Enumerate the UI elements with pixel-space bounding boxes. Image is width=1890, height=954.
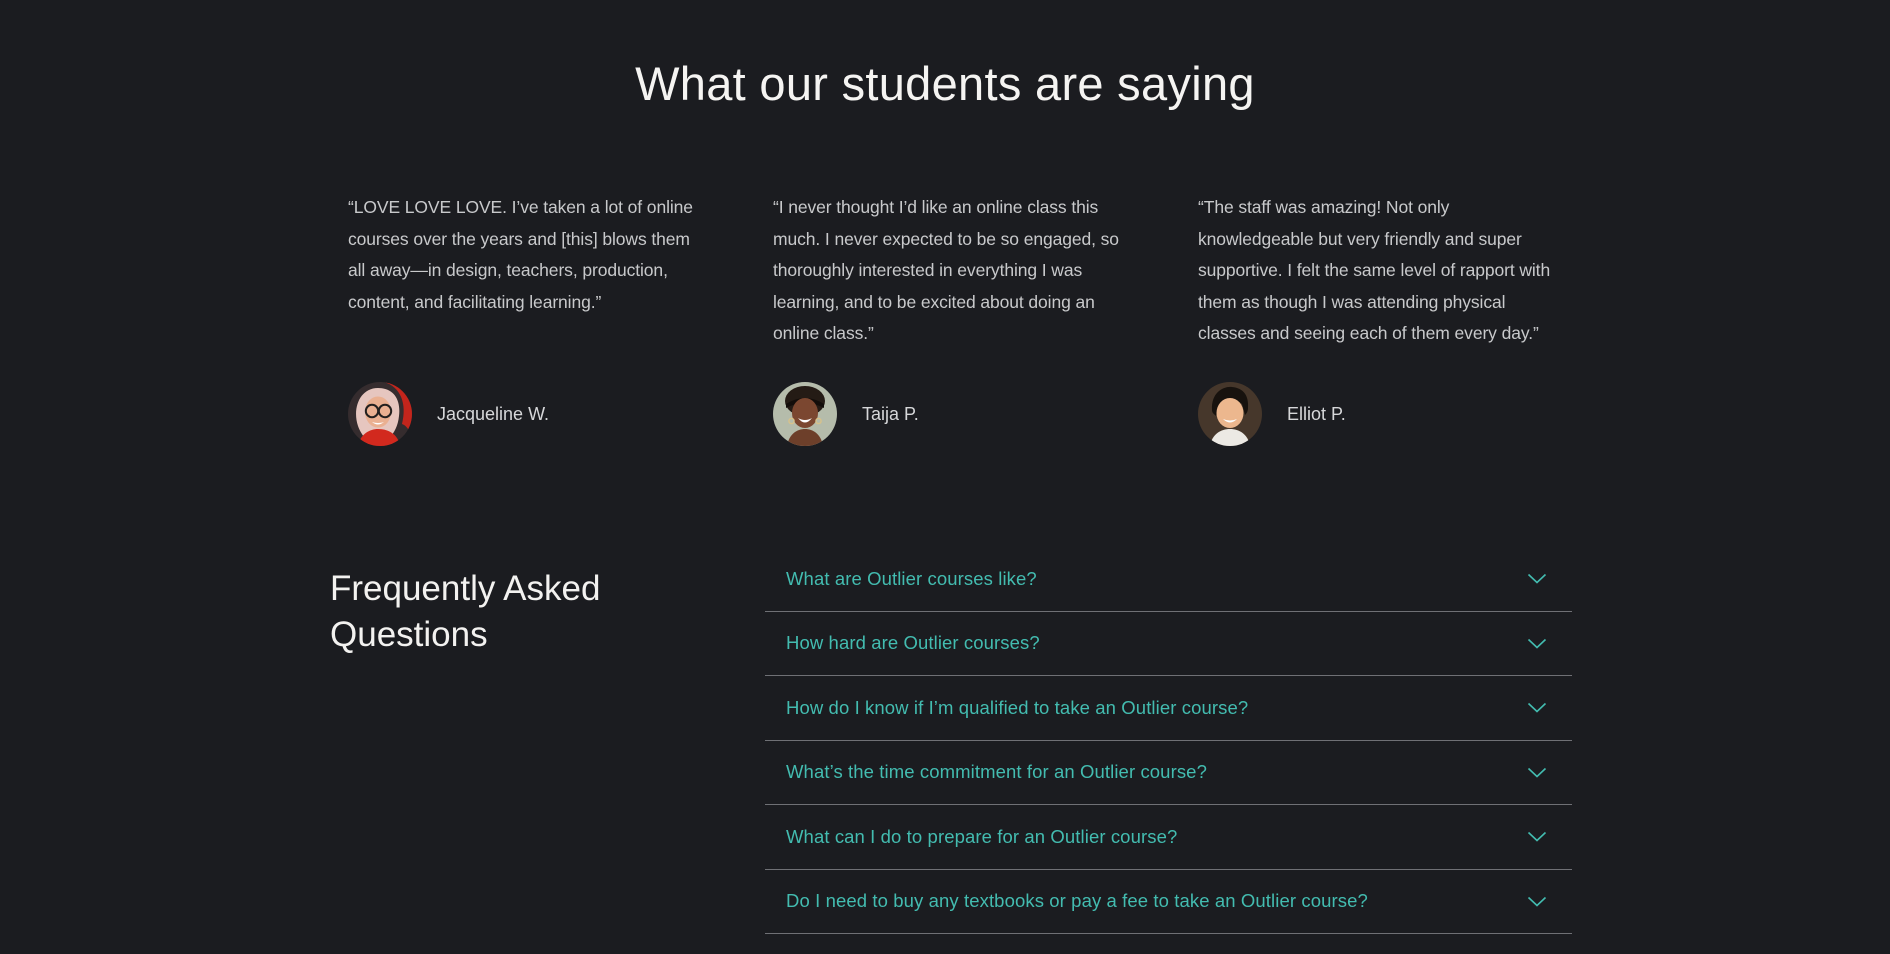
faq-item-textbooks-fee[interactable]: [765, 870, 1572, 935]
faq-question-label: What are Outlier courses like?: [786, 567, 1037, 589]
faq-question-label: How hard are Outlier courses?: [786, 632, 1040, 654]
chevron-down-icon: [1527, 767, 1547, 778]
testimonials-heading: What our students are saying: [635, 57, 1255, 110]
faq-list: [765, 547, 1572, 934]
chevron-down-icon: [1527, 702, 1547, 713]
testimonials-row: [348, 192, 1558, 462]
testimonial-author: [348, 382, 549, 446]
testimonial-author-name: Elliot P.: [1287, 403, 1346, 424]
testimonial-card: [1198, 192, 1558, 462]
testimonial-card: [773, 192, 1133, 462]
testimonial-author-name: Jacqueline W.: [437, 403, 550, 424]
testimonial-author: [773, 382, 919, 446]
faq-item-what-are-courses-like[interactable]: [765, 547, 1572, 612]
faq-question-label: What can I do to prepare for an Outlier course?: [786, 825, 1178, 847]
chevron-down-icon: [1527, 638, 1547, 649]
faq-item-qualified[interactable]: [765, 676, 1572, 741]
testimonial-quote: “The staff was amazing! Not only knowledgeable but very friendly and super supportive. I felt the same level of rapport with them as though I was attending physical classes and seeing each of them every day.”: [1198, 197, 1551, 344]
faq-heading: Frequently Asked Questions: [330, 569, 601, 654]
faq-question-label: How do I know if I’m qualified to take an Outlier course?: [786, 696, 1249, 718]
faq-question-label: What’s the time commitment for an Outlier course?: [786, 761, 1207, 783]
testimonial-author: [1198, 382, 1346, 446]
chevron-down-icon: [1527, 831, 1547, 842]
faq-item-how-hard[interactable]: [765, 612, 1572, 677]
avatar-jacqueline: [348, 382, 412, 446]
testimonial-quote: “LOVE LOVE LOVE. I’ve taken a lot of online courses over the years and [this] blows them all away—in design, teachers, production, content, and facilitating learning.”: [348, 197, 693, 312]
faq-item-prepare[interactable]: [765, 805, 1572, 870]
testimonial-author-name: Taija P.: [862, 403, 919, 424]
chevron-down-icon: [1527, 573, 1547, 584]
testimonial-card: [348, 192, 708, 462]
avatar-elliot: [1198, 382, 1262, 446]
testimonial-quote: “I never thought I’d like an online class this much. I never expected to be so engaged, so thoroughly interested in everything I was learning, and to be excited about doing an online class.”: [773, 197, 1119, 344]
faq-question-label: Do I need to buy any textbooks or pay a fee to take an Outlier course?: [786, 890, 1368, 912]
faq-item-time-commitment[interactable]: [765, 741, 1572, 806]
avatar-taija: [773, 382, 837, 446]
chevron-down-icon: [1527, 896, 1547, 907]
